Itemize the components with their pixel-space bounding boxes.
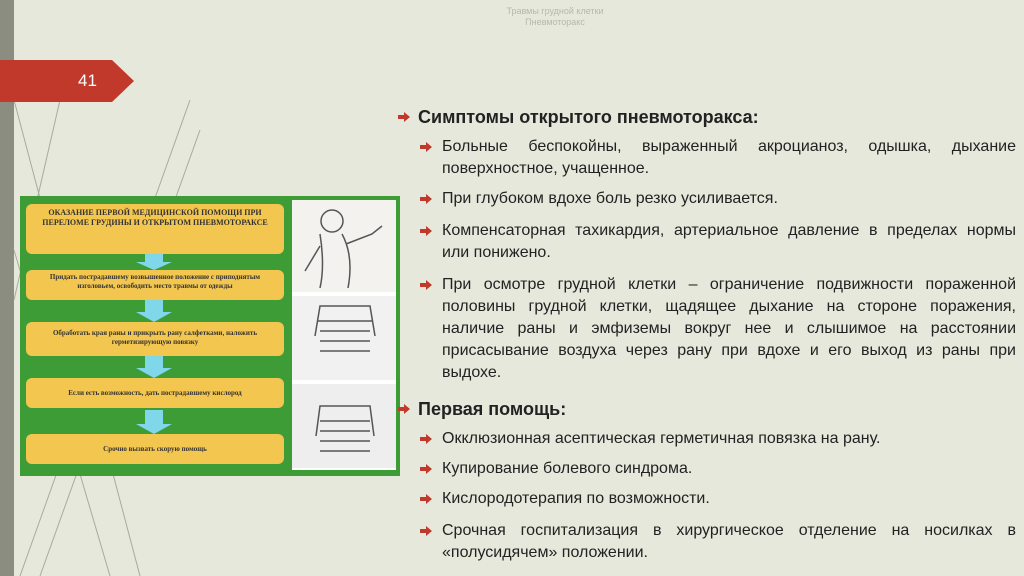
infographic-step-2: Обработать края раны и прикрыть рану салфетками, наложить герметизирующую повязку xyxy=(52,329,258,346)
symptoms-heading: Симптомы открытого пневмоторакса: xyxy=(398,106,1018,128)
slide-number-badge xyxy=(0,60,134,102)
first-aid-heading: Первая помощь: xyxy=(398,398,1018,420)
infographic-step-3: Если есть возможность, дать пострадавшему кислород xyxy=(68,389,242,397)
slide-header xyxy=(400,6,710,28)
symptom-item: При осмотре грудной клетки – ограничение подвижности пораженной половины грудной клетки, щадящее дыхание на стороне поражения, наличие раны и эмфиземы вокруг нее и слышимое на расстоянии присасывание воздуха через рану при вдохе и его выход из раны при выдохе. xyxy=(420,274,1016,384)
bullet-arrow-icon xyxy=(420,142,432,152)
bullet-arrow-icon xyxy=(420,280,432,290)
first-aid-item: Купирование болевого синдрома. xyxy=(420,458,1016,480)
header-line-1: Травмы грудной клетки xyxy=(506,6,604,16)
photo-chest-bandage-back xyxy=(292,384,396,468)
symptom-item: Компенсаторная тахикардия, артериальное давление в пределах нормы или понижено. xyxy=(420,220,1016,264)
photo-chest-bandage-front xyxy=(292,296,396,380)
bullet-arrow-icon xyxy=(398,404,410,414)
bullet-arrow-icon xyxy=(398,112,410,122)
symptom-item: При глубоком вдохе боль резко усиливается. xyxy=(420,188,1016,210)
bullet-arrow-icon xyxy=(420,464,432,474)
bullet-arrow-icon xyxy=(420,226,432,236)
header-line-2: Пневмоторакс xyxy=(525,17,585,27)
photo-patient-sitting xyxy=(292,200,396,292)
first-aid-item: Окклюзионная асептическая герметичная повязка на рану. xyxy=(420,428,1016,450)
infographic-step-4: Срочно вызвать скорую помощь xyxy=(103,445,207,453)
slide-number: 41 xyxy=(78,71,97,90)
bullet-arrow-icon xyxy=(420,194,432,204)
first-aid-item: Кислородотерапия по возможности. xyxy=(420,488,1016,510)
first-aid-infographic xyxy=(20,196,400,476)
infographic-step-1: Придать пострадавшему возвышенное положение с приподнятым изголовьем, освободить место травмы от одежды xyxy=(49,273,261,290)
bullet-arrow-icon xyxy=(420,526,432,536)
bullet-arrow-icon xyxy=(420,494,432,504)
first-aid-item: Срочная госпитализация в хирургическое отделение на носилках в «полусидячем» положении. xyxy=(420,520,1016,564)
symptom-item: Больные беспокойны, выраженный акроцианоз, одышка, дыхание поверхностное, учащенное. xyxy=(420,136,1016,180)
infographic-title: ОКАЗАНИЕ ПЕРВОЙ МЕДИЦИНСКОЙ ПОМОЩИ ПРИ ПЕРЕЛОМЕ ГРУДИНЫ И ОТКРЫТОМ ПНЕВМОТОРАКСЕ xyxy=(42,208,268,227)
bullet-arrow-icon xyxy=(420,434,432,444)
